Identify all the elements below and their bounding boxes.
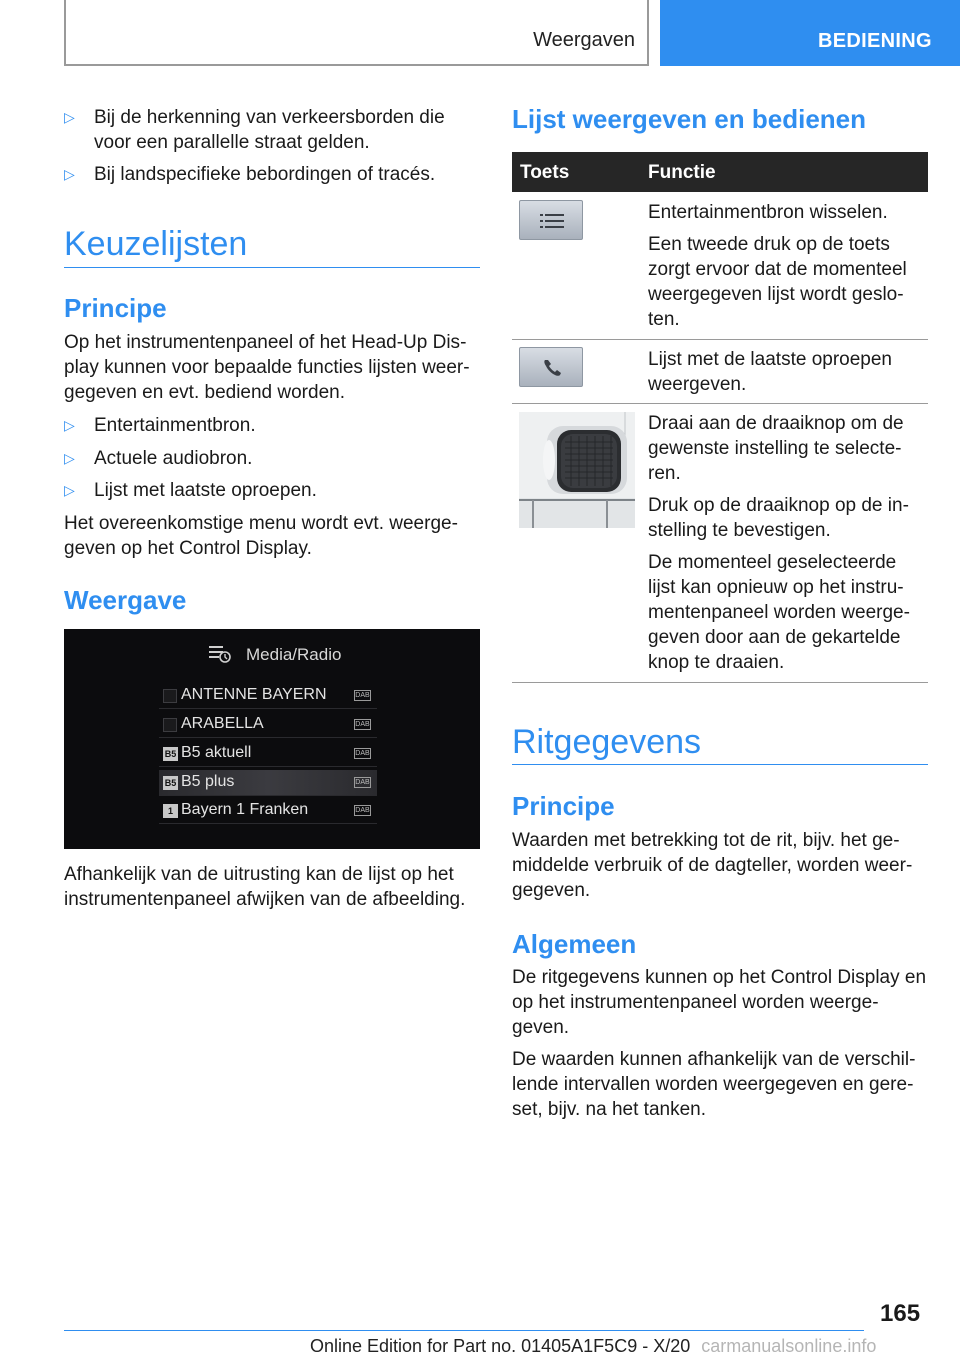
display-list-item (159, 683, 377, 709)
table-cell-function (648, 411, 924, 675)
table-header-function: Functie (648, 162, 716, 183)
station-label: ANTENNE BAYERN (181, 686, 327, 703)
dab-badge: DAB (355, 779, 370, 786)
menu-paragraph: Het overeenkomstige menu wordt evt. weergegeven op het Control Display. (64, 513, 458, 559)
subheading-lijst-weergeven: Lijst weergeven en bedienen (512, 104, 866, 134)
list-key-button (519, 200, 583, 240)
bullet-item (64, 446, 480, 471)
heading-rule (512, 764, 928, 765)
section-heading-ritgegevens: Ritgegevens (512, 723, 702, 761)
footer-rule (64, 1330, 864, 1331)
heading-rule (64, 267, 480, 268)
dab-badge: DAB (355, 692, 370, 699)
bullet-text: Bij landspecifieke bebordingen of tracés. (94, 164, 436, 185)
table-header (512, 152, 928, 192)
header-chapter-tab (660, 0, 960, 66)
subheading-weergave: Weergave (64, 585, 187, 615)
triangle-bullet-icon: ▷ (64, 166, 75, 182)
triangle-bullet-icon: ▷ (64, 450, 75, 466)
bullet-item (64, 105, 480, 155)
bullet-text: Lijst met laatste oproepen. (94, 480, 317, 501)
ritgegevens-principe-paragraph: Waarden met betrekking tot de rit, bijv. het gemiddelde verbruik of de dagteller, worden weergegeven. (512, 830, 913, 901)
algemeen-paragraph-1: De ritgegevens kunnen op het Control Display en op het instrumentenpaneel worden weergegeven. (512, 967, 927, 1038)
subheading-principe-rit: Principe (512, 791, 615, 821)
subheading-algemeen: Algemeen (512, 929, 637, 959)
table-cell-function (648, 200, 924, 332)
station-logo-icon: 1 (163, 804, 178, 818)
header-section-label: Weergaven (533, 29, 635, 51)
table-row-divider (512, 403, 928, 404)
dab-badge: DAB (355, 807, 370, 814)
dab-badge: DAB (355, 750, 370, 757)
footer-edition-text: Online Edition for Part no. 01405A1F5C9 - X/20 (310, 1336, 691, 1356)
footer-edition (310, 1336, 876, 1357)
table-row-divider (512, 339, 928, 340)
table-row-divider (512, 682, 928, 683)
bullet-item (64, 413, 480, 438)
station-label: B5 plus (181, 773, 235, 790)
knurled-knob-image (519, 412, 635, 528)
station-label: ARABELLA (181, 715, 264, 732)
station-label: B5 aktuell (181, 744, 252, 761)
dab-badge: DAB (355, 721, 370, 728)
bullet-item (64, 478, 480, 503)
page-number: 165 (880, 1300, 921, 1327)
triangle-bullet-icon: ▷ (64, 109, 75, 125)
triangle-bullet-icon: ▷ (64, 417, 75, 433)
phone-icon (520, 348, 584, 388)
principe-paragraph: Op het instrumentenpaneel of het Head-Up Display kunnen voor bepaalde functies lijsten weergegeven en evt. bediend worden. (64, 332, 470, 403)
bullet-text: Entertainmentbron. (94, 415, 256, 436)
table-cell-function (648, 347, 924, 397)
station-logo-icon: B5 (164, 778, 177, 788)
function-text: Druk op de draaiknop op de instelling te bevestigen. (648, 495, 909, 541)
display-list-item (159, 712, 377, 738)
phone-key-button (519, 347, 583, 387)
function-text: De momenteel geselecteerde lijst kan opnieuw op het instrumentenpaneel worden weergegeven door aan de gekartelde knop te draaien. (648, 552, 910, 673)
table-header-key: Toets (520, 162, 570, 183)
instrument-display-image (64, 629, 480, 849)
bullet-text: Actuele audiobron. (94, 448, 253, 469)
function-text: Lijst met de laatste oproepen weergeven. (648, 349, 892, 395)
function-text: Een tweede druk op de toets zorgt ervoor dat de momenteel weergegeven lijst wordt gesloten. (648, 234, 907, 330)
station-logo-icon: B5 (164, 749, 177, 759)
subheading-principe: Principe (64, 293, 167, 323)
section-heading-keuzelijsten: Keuzelijsten (64, 225, 248, 263)
triangle-bullet-icon: ▷ (64, 482, 75, 498)
display-title: Media/Radio (246, 645, 342, 664)
algemeen-paragraph-2: De waarden kunnen afhankelijk van de verschillende intervallen worden weergegeven en gereset, bijv. na het tanken. (512, 1049, 916, 1120)
knurled-knob-icon (519, 412, 635, 528)
bullet-text: Bij de herkenning van verkeersborden die voor een parallelle straat gelden. (94, 107, 445, 153)
media-radio-icon (208, 644, 232, 664)
station-label: Bayern 1 Franken (181, 801, 309, 818)
empty-station-icon (163, 689, 177, 703)
image-caption: Afhankelijk van de uitrusting kan de lijst op het instrumentenpaneel afwijken van de afbeelding. (64, 864, 466, 910)
header-chapter-label: BEDIENING (818, 30, 932, 52)
function-text: Draai aan de draaiknop om de gewenste instelling te selecteren. (648, 413, 904, 484)
empty-station-icon (163, 718, 177, 732)
function-text: Entertainmentbron wisselen. (648, 202, 888, 223)
header-section-box (64, 0, 649, 66)
footer-watermark: carmanualsonline.info (701, 1336, 877, 1356)
display-list-item (159, 741, 377, 767)
display-list-item-selected (159, 770, 377, 796)
list-icon (520, 201, 584, 241)
bullet-item (64, 162, 480, 187)
display-list-item (159, 798, 377, 824)
